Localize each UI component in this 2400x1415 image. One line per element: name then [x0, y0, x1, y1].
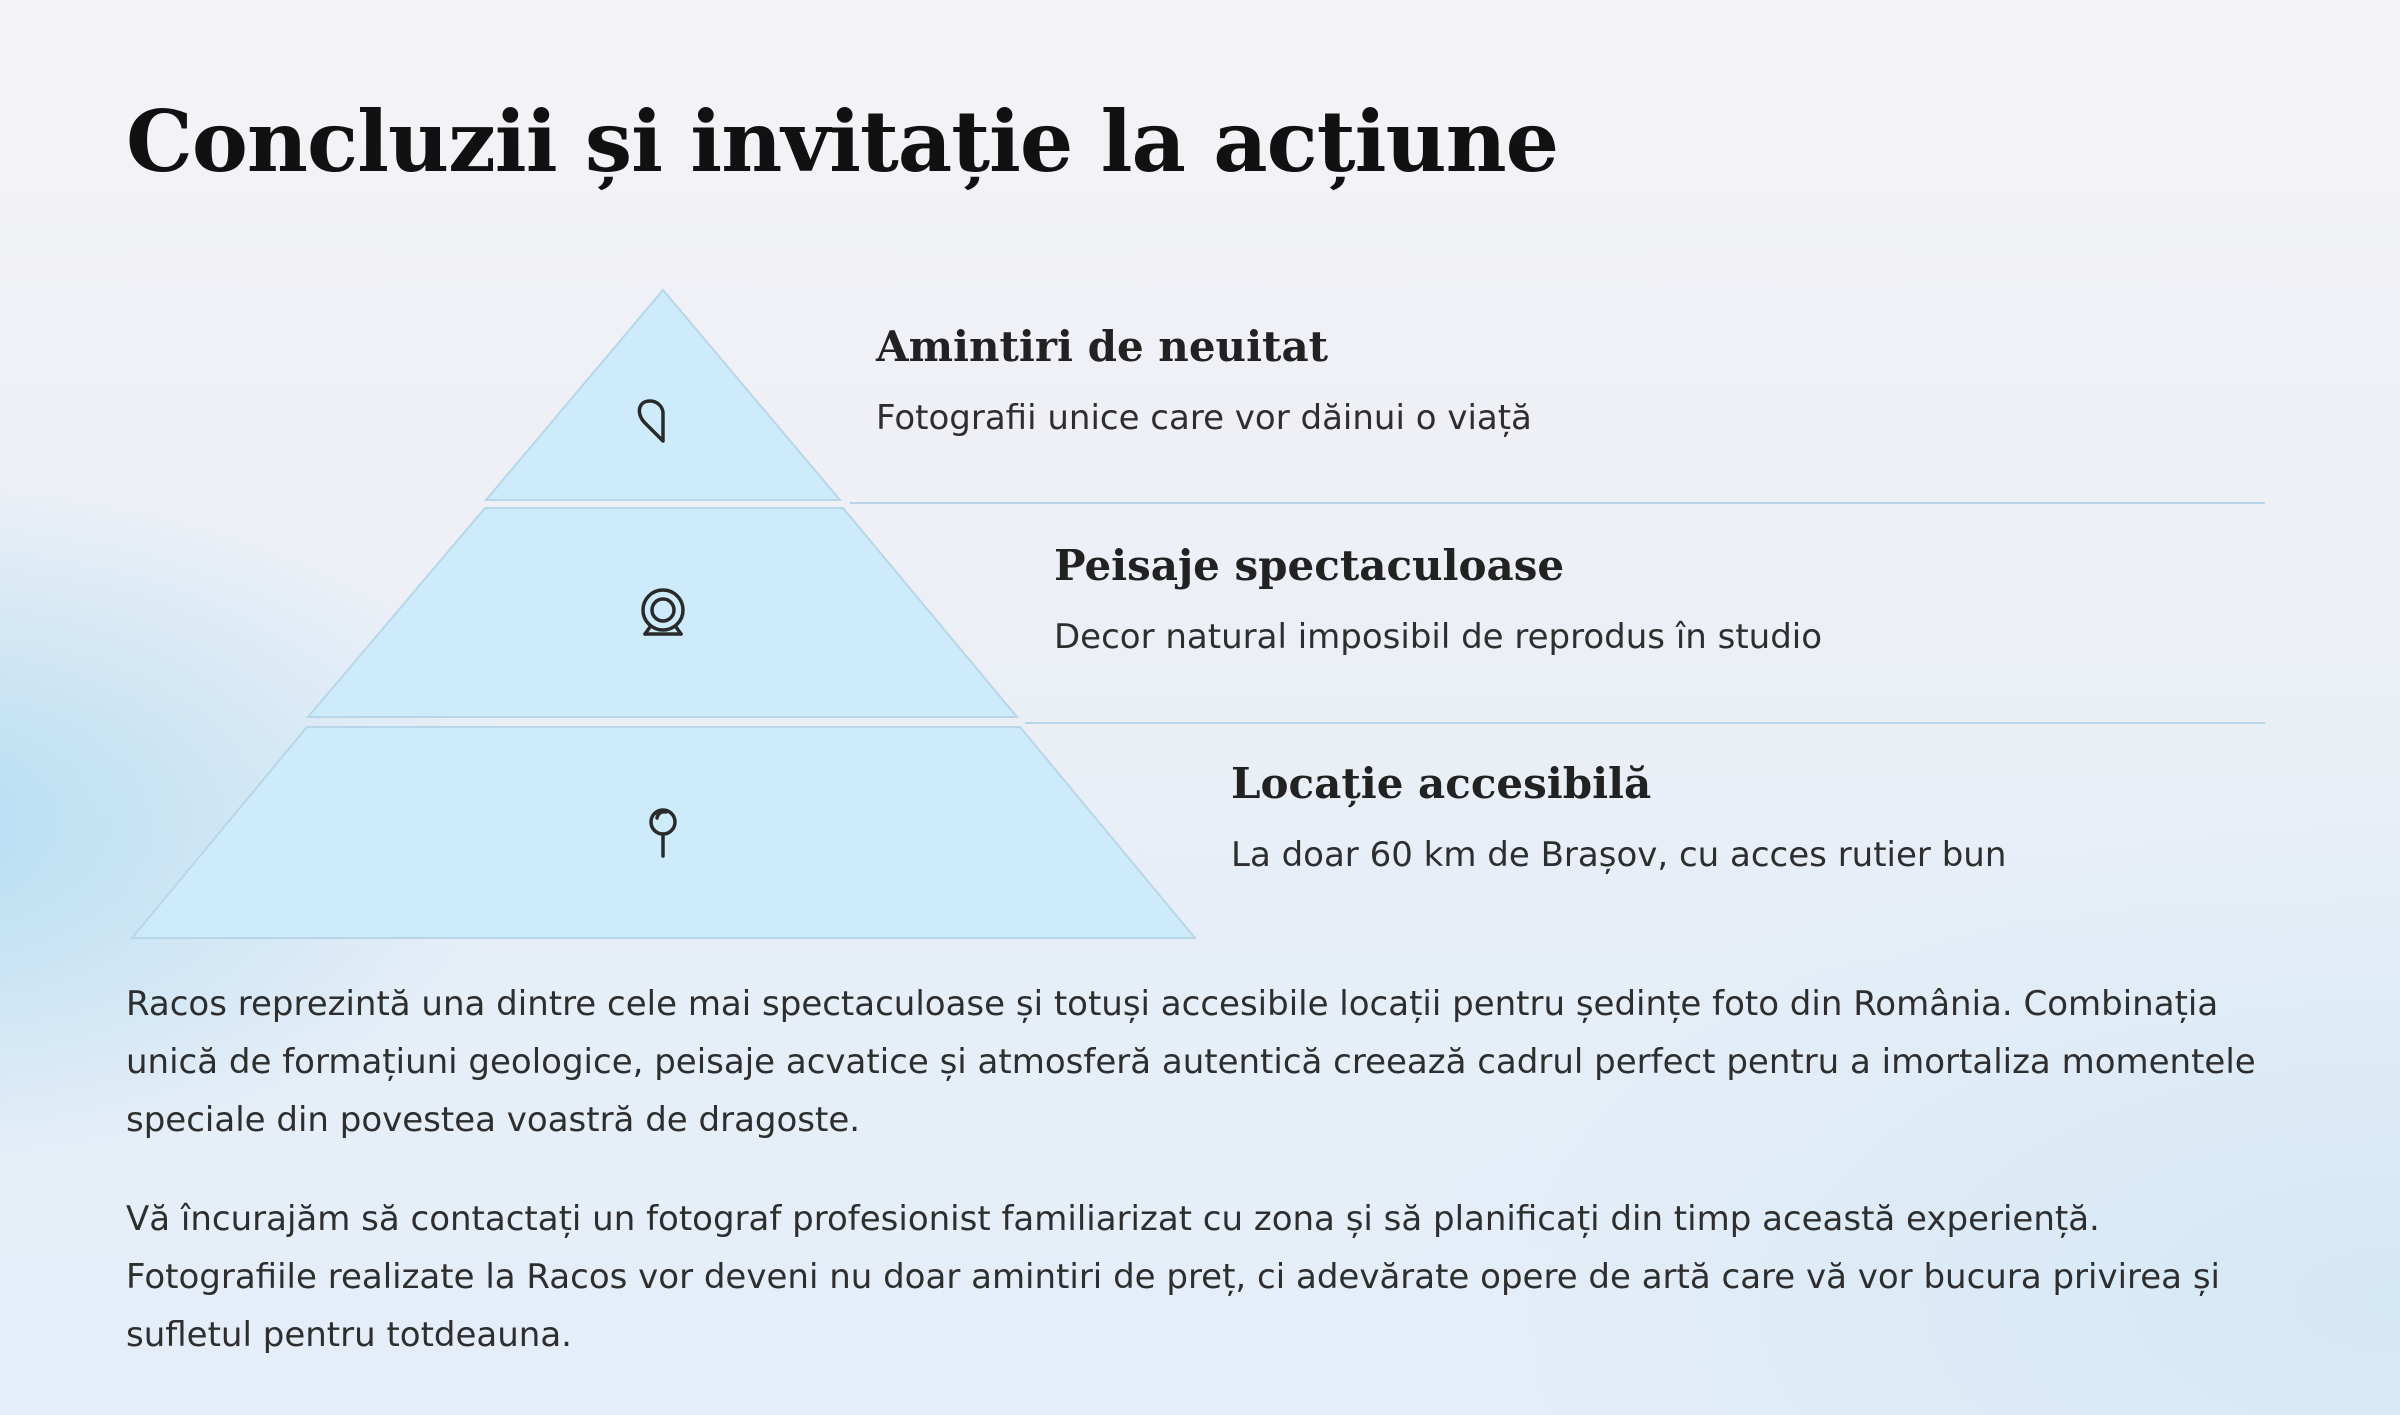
call-to-action-paragraph: Vă încurajăm să contactați un fotograf profesionist familiarizat cu zona și să planificați din timp această experiență. Fotografiile realizate la Racos vor deveni nu doar amintiri de preț, ci adevărate opere de artă care vă vor bucura privirea și sufletul pentru totdeauna.: [126, 1199, 2220, 1355]
tier-1-description: Fotografii unice care vor dăinui o viață: [876, 398, 1532, 439]
page-title: Concluzii și invitație la acțiune: [126, 92, 1559, 191]
pyramid-tier-1: [486, 290, 840, 500]
tier-3-heading: Locație accesibilă: [1231, 759, 1652, 808]
tier-1-heading: Amintiri de neuitat: [876, 322, 1329, 371]
tier-2-description: Decor natural imposibil de reprodus în studio: [1054, 617, 1823, 658]
pyramid-tier-2: [308, 508, 1017, 717]
tier-3-description: La doar 60 km de Brașov, cu acces rutier bun: [1231, 835, 2007, 876]
tier-2-text: [1054, 541, 1822, 658]
conclusion-paragraph: Racos reprezintă una dintre cele mai spectaculoase și totuși accesibile locații pentru ședințe foto din România. Combinația unică de formațiuni geologice, peisaje acvatice și atmosferă autentică creează cadrul perfect pentru a imortaliza momentele speciale din povestea voastră de dragoste.: [126, 984, 2256, 1140]
tier-1-text: [876, 322, 1532, 439]
tier-3-text: [1231, 759, 2006, 876]
tier-2-heading: Peisaje spectaculoase: [1054, 541, 1565, 590]
